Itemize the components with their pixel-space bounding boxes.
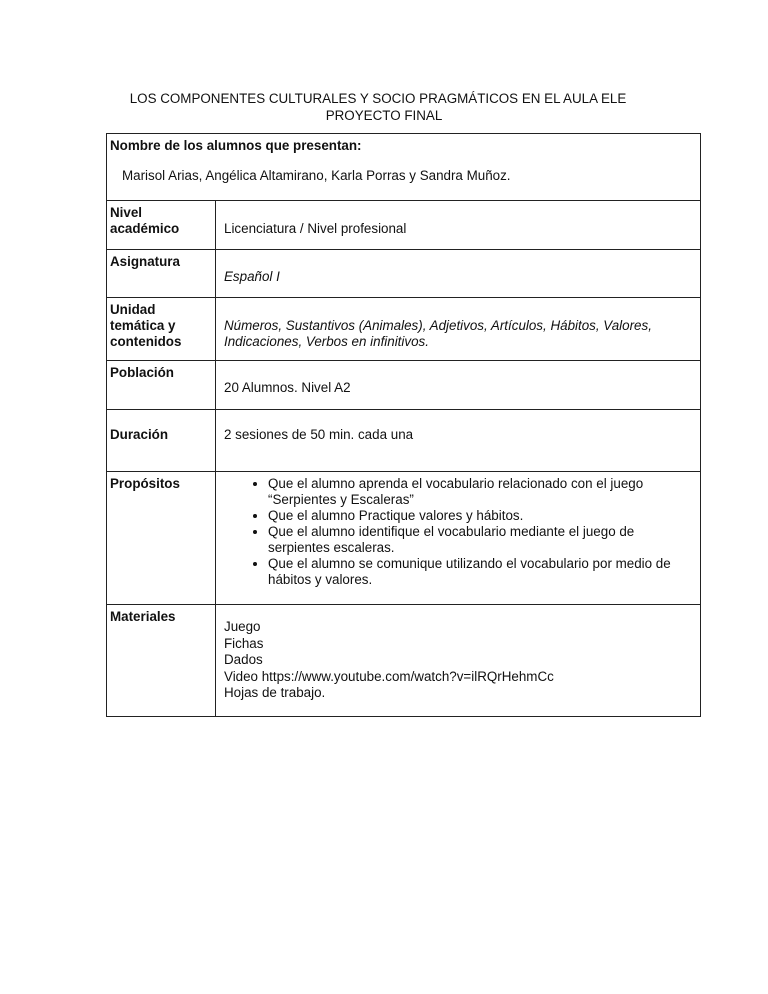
unidad-value: Números, Sustantivos (Animales), Adjetivos, Artículos, Hábitos, Valores, Indicaciones, Verbos en infinitivos.	[224, 318, 652, 349]
nivel-value: Licenciatura / Nivel profesional	[224, 221, 407, 236]
unidad-label	[107, 298, 216, 361]
poblacion-value: 20 Alumnos. Nivel A2	[224, 380, 351, 395]
poblacion-label: Población	[107, 361, 216, 410]
list-item: Fichas	[224, 635, 264, 651]
propositos-list	[216, 476, 700, 588]
presenters-label: Nombre de los alumnos que presentan:	[110, 138, 362, 153]
list-item: • Que el alumno Practique valores y hábitos.	[268, 508, 692, 524]
materiales-label: Materiales	[107, 605, 216, 717]
row-unidad	[107, 298, 701, 361]
propositos-label: Propósitos	[107, 472, 216, 605]
row-duracion	[107, 410, 701, 472]
asignatura-label: Asignatura	[107, 250, 216, 298]
unidad-label-line-3: contenidos	[110, 334, 182, 349]
row-materiales	[107, 605, 701, 717]
list-item: • Que el alumno se comunique utilizando el vocabulario por medio de hábitos y valores.	[268, 556, 692, 588]
row-poblacion	[107, 361, 701, 410]
asignatura-value: Español I	[224, 269, 280, 284]
video-link[interactable]: Video https://www.youtube.com/watch?v=ilRQrHehmCc	[224, 668, 554, 684]
nivel-label	[107, 201, 216, 250]
nivel-label-line-2: académico	[110, 221, 180, 236]
presenters-names: Marisol Arias, Angélica Altamirano, Karla Porras y Sandra Muñoz.	[122, 168, 511, 183]
duracion-label: Duración	[107, 410, 216, 472]
title-line-2: PROYECTO FINAL	[325, 108, 443, 123]
duracion-value: 2 sesiones de 50 min. cada una	[224, 427, 414, 442]
materiales-list	[216, 605, 701, 717]
row-nivel	[107, 201, 701, 250]
list-item: Juego	[224, 619, 261, 634]
nivel-label-line-1: Nivel	[110, 205, 143, 220]
unidad-label-line-1: Unidad	[110, 302, 156, 317]
presenters-row	[107, 134, 701, 201]
unidad-label-line-2: temática y	[110, 318, 176, 333]
list-item: Dados	[224, 652, 263, 667]
row-propositos	[107, 472, 701, 605]
list-item: • Que el alumno aprenda el vocabulario relacionado con el juego “Serpientes y Escaleras”	[268, 476, 692, 508]
row-asignatura	[107, 250, 701, 298]
document-title	[0, 90, 768, 124]
list-item: • Que el alumno identifique el vocabulario mediante el juego de serpientes escaleras.	[268, 524, 692, 556]
title-line-1: LOS COMPONENTES CULTURALES Y SOCIO PRAGMÁTICOS EN EL AULA ELE	[129, 91, 627, 106]
list-item: Hojas de trabajo.	[224, 685, 326, 700]
project-form-table	[106, 133, 701, 717]
